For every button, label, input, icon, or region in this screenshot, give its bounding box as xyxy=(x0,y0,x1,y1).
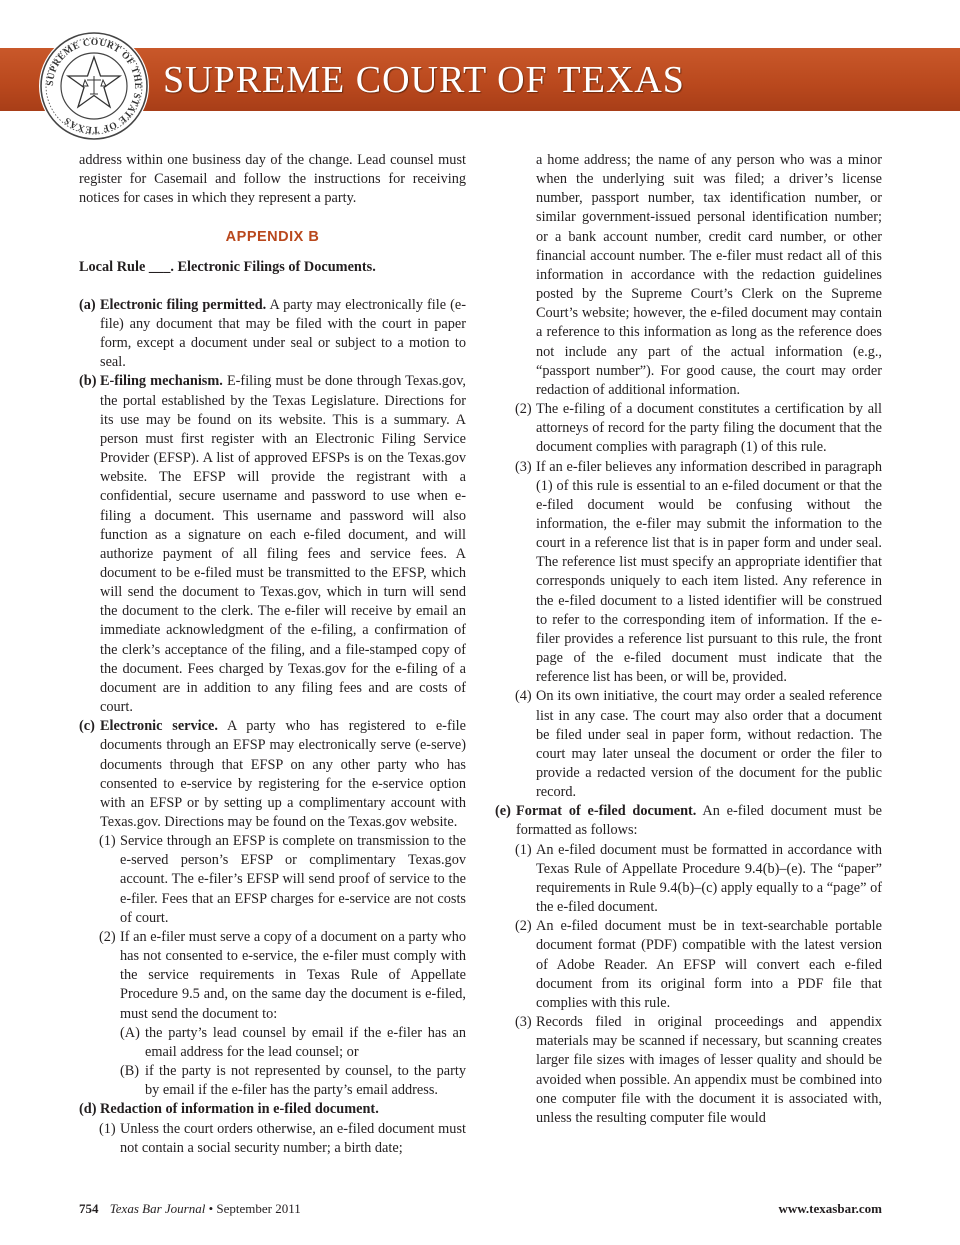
section-e xyxy=(495,802,882,840)
clause-b xyxy=(79,1062,466,1100)
subsection-e1 xyxy=(495,841,882,918)
subsection-marker: (1) xyxy=(515,841,532,858)
section-marker: (d) xyxy=(79,1101,97,1118)
subsection-marker: (4) xyxy=(515,688,532,705)
section-marker: (a) xyxy=(79,296,96,313)
subsection-e2 xyxy=(495,917,882,1013)
subsection-d4 xyxy=(495,687,882,802)
subsection-d1-continued xyxy=(495,151,882,400)
section-title: E-filing mechanism. xyxy=(100,373,223,390)
subsection-d1 xyxy=(79,1120,466,1158)
subsection-c1 xyxy=(79,832,466,928)
subsection-text: If an e-filer believes any information described in paragraph (1) of this rule is essential to an e-filed document or that the e-filed document would be confusing without the information, the e-filer may submit the information to the court in a reference list that is in paper form and under seal. The reference list must specify an appropriate identifier that corresponds uniquely to each item listed. Any reference in the e-filed document to a listed identifier will be construed to refer to the corresponding item of information. If the e-filer provides a reference list pursuant to this rule, the front page of the e-filed document must indicate that the reference list has been, or will be, provided. xyxy=(536,458,882,686)
subsection-text: On its own initiative, the court may order a sealed reference list in any case. The court may also order that a document be filed under seal in paper form, without redaction. The court may later unseal the document or order the filer to provide a redacted version of the document for the public record. xyxy=(536,688,882,801)
website-link[interactable]: www.texasbar.com xyxy=(778,1201,882,1216)
texas-supreme-court-seal xyxy=(38,30,150,142)
section-c xyxy=(79,717,466,832)
subsection-marker: (3) xyxy=(515,458,532,475)
clause-text: if the party is not represented by counsel, to the party by email if the e-filer has the party’s email address. xyxy=(145,1063,466,1099)
subsection-text: Service through an EFSP is complete on transmission to the e-served person’s EFSP or complimentary Texas.gov account. The e-filer’s EFSP will send proof of service to the e-filer. Fees that an EFSP charges for e-service are not costs of court. xyxy=(120,833,466,926)
subsection-d3 xyxy=(495,458,882,688)
section-text: A party may electronically file (e-file) any document that may be filed with the court in paper form, except a document under seal or subject to a motion to seal. xyxy=(100,296,466,371)
right-column xyxy=(495,151,882,1128)
section-marker: (c) xyxy=(79,718,95,735)
section-text: An e-filed document must be formatted as follows: xyxy=(516,803,882,839)
seal-text: SUPREME COURT OF THE STATE OF TEXAS xyxy=(45,37,143,135)
clause-text: the party’s lead counsel by email if the e-filer has an email address for the lead counsel; or xyxy=(145,1024,466,1060)
subsection-text: If an e-filer must serve a copy of a document on a party who has not consented to e-service, the e-filer must comply with the service requirements in Texas Rule of Appellate Procedure 9.5 and, on the same day the document is e-filed, must send the document to: xyxy=(120,928,466,1022)
footer-left xyxy=(79,1201,301,1217)
subsection-marker: (1) xyxy=(99,1120,116,1137)
section-text: E-filing must be done through Texas.gov, the portal established by the Texas Legislature. Directions for its use may be found on its website. This is a summary. A person must first register with an Electronic Filing Service Provider (EFSP). A list of approved EFSPs is on the Texas.gov website. The EFSP will provide the registrant with a confidential, secure username and password to use when e-filing a document. This username and password will also function as a signature on each e-filed document, and will authorize payment of all filing fees and service fees. A document to be e-filed must be transmitted to the EFSP, which will send the document to Texas.gov, which in turn will send the document to the clerk. The e-filer will receive by email an immediate acknowledgment of the e-filing, a confirmation of the clerk’s acceptance of the filing, and a file-stamped copy of the document. Fees charged by Texas.gov for the e-filing of a document are in addition to any filing fees and are costs of court. xyxy=(100,373,466,716)
subsection-marker: (1) xyxy=(99,833,116,850)
section-title: Format of e-filed document. xyxy=(516,803,697,820)
section-marker: (b) xyxy=(79,373,97,390)
intro-paragraph: address within one business day of the change. Lead counsel must register for Casemail and follow the instructions for receiving notices for cases in which they represent a party. xyxy=(79,152,466,207)
section-b xyxy=(79,372,466,717)
subsection-marker: (2) xyxy=(515,918,532,935)
section-a xyxy=(79,296,466,373)
footer-separator: • xyxy=(208,1201,214,1216)
subsection-text: a home address; the name of any person who was a minor when the underlying suit was filed; a driver’s license number, passport number, tax identification number, or similar government-issued personal identification number; or a bank account number, credit card number, or other financial account number. The e-filer must redact all of this information in accordance with the redaction guidelines posted by the Supreme Court’s Clerk on the Supreme Court’s website; however, the e-filed document may contain a reference to this information as long as the reference does not include any part of the actual information (e.g., “passport number”). For good cause, the court may order redaction of additional information. xyxy=(536,152,882,398)
subsection-marker: (2) xyxy=(515,401,532,418)
subsection-c2 xyxy=(79,928,466,1024)
clause-marker: (A) xyxy=(120,1024,140,1041)
left-column xyxy=(79,151,466,1158)
subsection-e3 xyxy=(495,1013,882,1128)
page-title: SUPREME COURT OF TEXAS xyxy=(163,59,685,101)
rule-title: Local Rule ___. Electronic Filings of Documents. xyxy=(79,258,376,275)
issue-date: September 2011 xyxy=(216,1201,301,1216)
section-title: Electronic filing permitted. xyxy=(100,296,267,313)
page-number: 754 xyxy=(79,1201,99,1216)
section-text: A party who has registered to e-file documents through an EFSP may electronically serve (e-serve) documents through that EFSP on any other party who has consented to e-service by registering for the e-service option with an EFSP or by setting up a complimentary account with Texas.gov. Directions may be found on the Texas.gov website. xyxy=(100,718,466,830)
page-footer xyxy=(79,1201,882,1217)
section-title: Redaction of information in e-filed document. xyxy=(100,1101,379,1118)
section-d xyxy=(79,1100,466,1119)
clause-a xyxy=(79,1024,466,1062)
appendix-heading: APPENDIX B xyxy=(225,229,320,246)
subsection-text: An e-filed document must be formatted in accordance with Texas Rule of Appellate Procedure 9.4(b)–(e). The “paper” requirements in Rule 9.4(b)–(c) apply equally to a “page” of the e-filed document. xyxy=(536,841,882,916)
subsection-marker: (2) xyxy=(99,928,116,945)
subsection-text: Records filed in original proceedings and appendix materials may be scanned if necessary, but scanning creates larger file sizes with images of lesser quality and should be avoided when possible. An appendix must be combined into one computer file with the document it is associated with, unless the resulting computer file would xyxy=(536,1014,882,1126)
journal-name: Texas Bar Journal xyxy=(109,1201,206,1216)
subsection-text: Unless the court orders otherwise, an e-filed document must not contain a social security number; a birth date; xyxy=(120,1120,466,1156)
subsection-d2 xyxy=(495,400,882,457)
subsection-marker: (3) xyxy=(515,1014,532,1031)
subsection-text: The e-filing of a document constitutes a certification by all attorneys of record for the party filing the document that the document complies with paragraph (1) of this rule. xyxy=(536,401,882,456)
clause-marker: (B) xyxy=(120,1063,140,1080)
section-title: Electronic service. xyxy=(100,718,218,735)
section-marker: (e) xyxy=(495,803,511,820)
subsection-text: An e-filed document must be in text-searchable portable document format (PDF) compatible with the latest version of Adobe Reader. An EFSP will convert each e-filed document from its original form into a PDF file that complies with this rule. xyxy=(536,918,882,1011)
